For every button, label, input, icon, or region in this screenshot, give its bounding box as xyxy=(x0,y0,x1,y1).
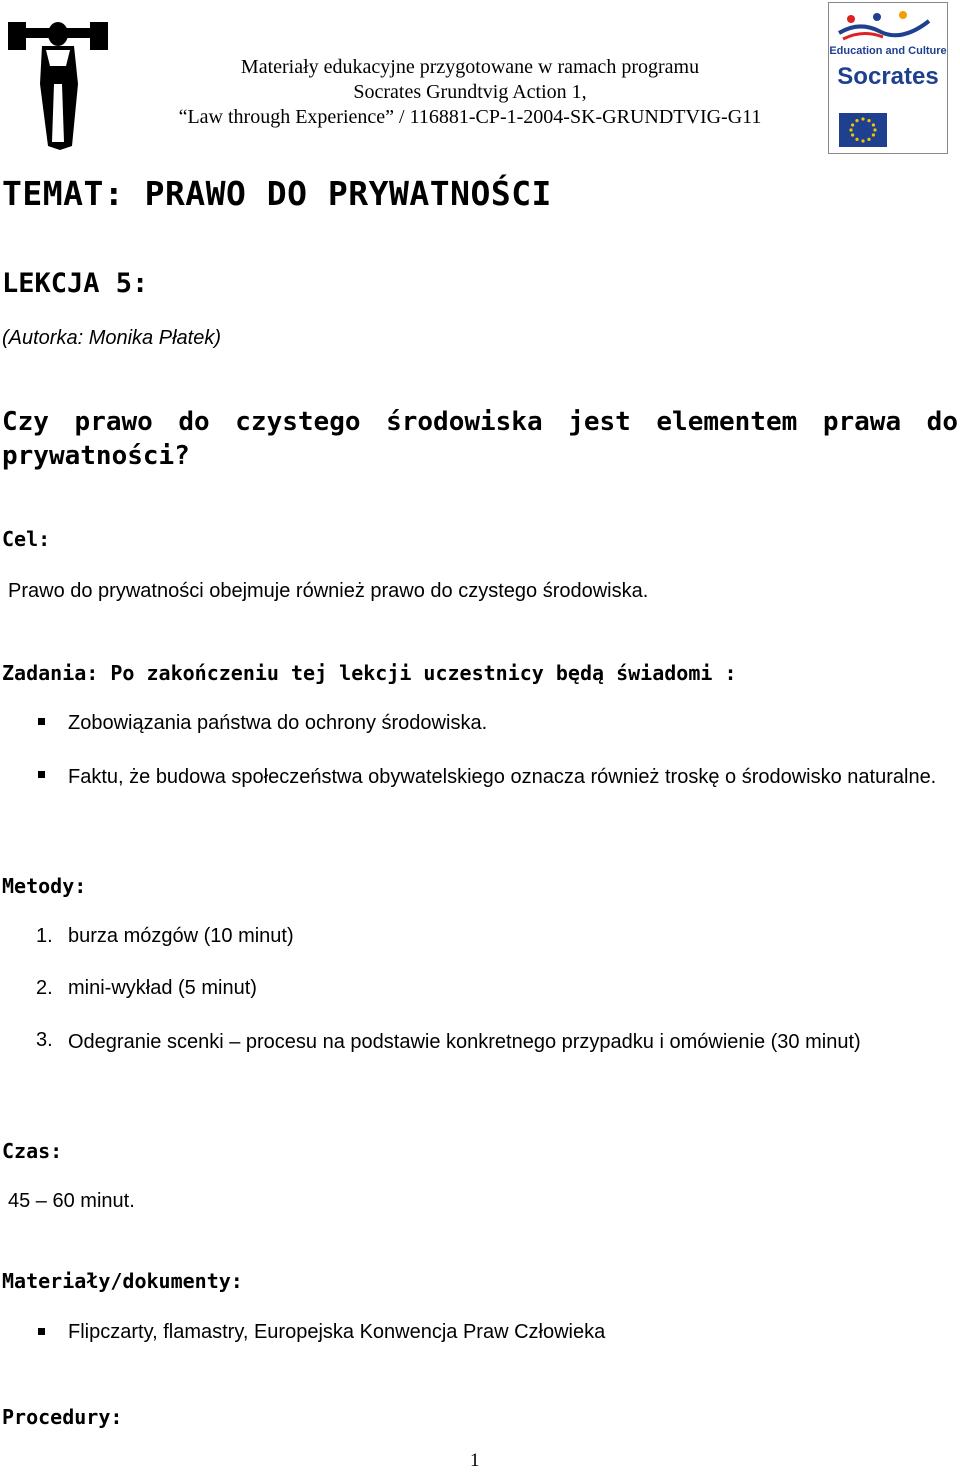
author-line: (Autorka: Monika Płatek) xyxy=(2,327,221,349)
header-line-2: Socrates Grundtvig Action 1, xyxy=(353,81,587,103)
bullet-icon xyxy=(38,718,45,725)
tasks-heading: Zadania: Po zakończeniu tej lekcji uczestnicy będą świadomi : xyxy=(2,661,737,685)
bullet-icon xyxy=(38,771,45,778)
method-item: burza mózgów (10 minut) xyxy=(68,925,294,947)
time-text: 45 – 60 minut. xyxy=(8,1190,135,1212)
lesson-question: Czy prawo do czystego środowiska jest elementem prawa do prywatności? xyxy=(2,407,958,471)
header-line-1: Materiały edukacyjne przygotowane w ramach programu xyxy=(240,56,700,78)
bullet-icon xyxy=(38,1328,45,1335)
logo-wordmark: Socrates xyxy=(837,63,939,90)
materials-label: Materiały/dokumenty: xyxy=(2,1269,243,1293)
page-title: TEMAT: PRAWO DO PRYWATNOŚCI xyxy=(2,174,552,213)
material-item: Flipczarty, flamastry, Europejska Konwencja Praw Człowieka xyxy=(68,1321,606,1343)
methods-label: Metody: xyxy=(2,874,87,898)
goal-label: Cel: xyxy=(2,527,51,551)
lesson-heading: LEKCJA 5: xyxy=(2,268,149,299)
page-number: 1 xyxy=(470,1450,480,1471)
goal-text: Prawo do prywatności obejmuje również prawo do czystego środowiska. xyxy=(8,580,649,602)
method-number: 1. xyxy=(36,925,53,947)
logo-caption: Education and Culture xyxy=(829,45,947,57)
procedures-label: Procedury: xyxy=(2,1405,123,1429)
justice-figure-logo xyxy=(2,14,114,154)
method-number: 2. xyxy=(36,977,53,999)
task-item: Faktu, że budowa społeczeństwa obywatelskiego oznacza również troskę o środowisko naturalne. xyxy=(68,766,937,788)
method-item: mini-wykład (5 minut) xyxy=(68,977,257,999)
time-label: Czas: xyxy=(2,1139,63,1163)
method-item: Odegranie scenki – procesu na podstawie konkretnego przypadku i omówienie (30 minut) xyxy=(68,1031,861,1053)
task-item: Zobowiązania państwa do ochrony środowiska. xyxy=(68,712,488,734)
method-number: 3. xyxy=(36,1029,53,1051)
socrates-logo xyxy=(828,2,948,154)
header-line-3: “Law through Experience” / 116881-CP-1-2004-SK-GRUNDTVIG-G11 xyxy=(178,106,762,128)
